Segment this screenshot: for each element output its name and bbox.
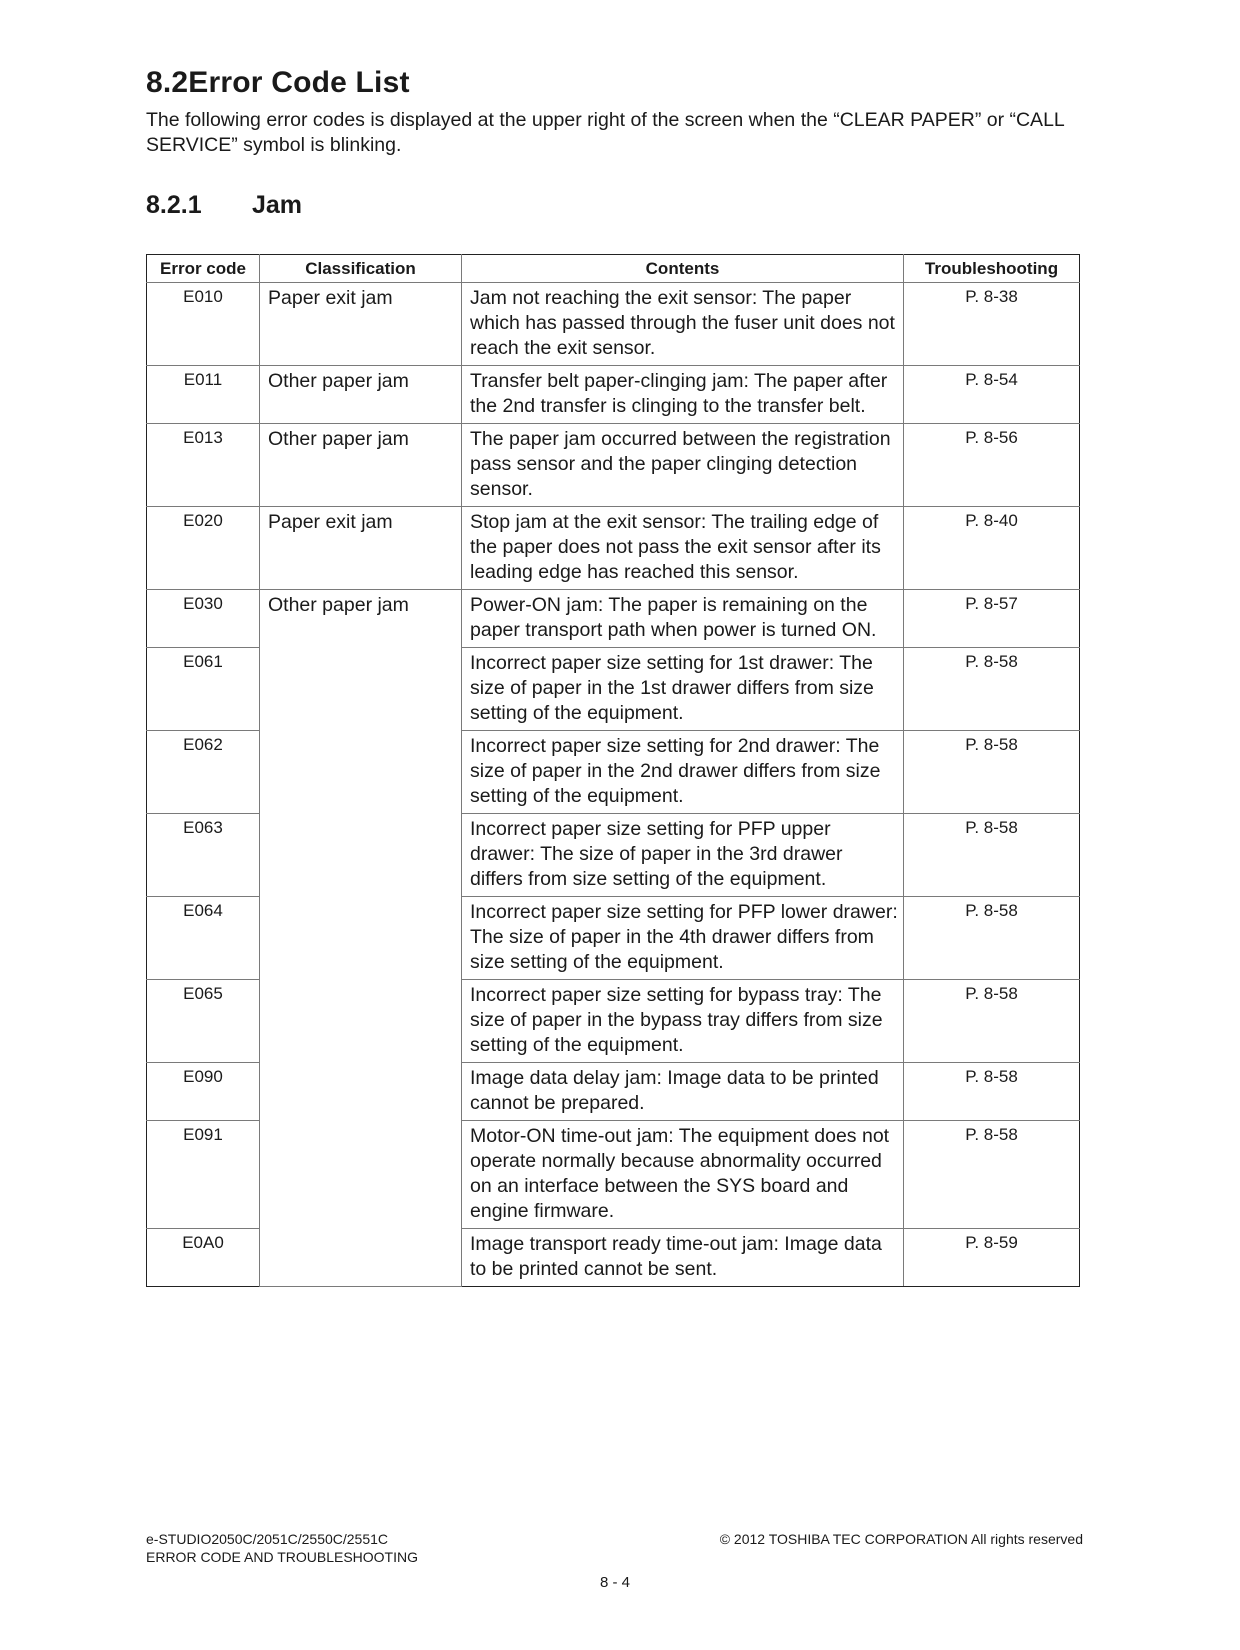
section-title: 8.2Error Code List — [146, 66, 410, 99]
error-code-cell: E030 — [147, 590, 260, 648]
table-row — [147, 424, 1080, 507]
troubleshooting-page-cell: P. 8-58 — [904, 814, 1080, 897]
contents-cell: Transfer belt paper-clinging jam: The paper after the 2nd transfer is clinging to the transfer belt. — [462, 366, 904, 424]
page-number: 8 - 4 — [599, 1574, 630, 1591]
error-code-cell: E011 — [147, 366, 260, 424]
error-code-cell: E0A0 — [147, 1229, 260, 1287]
subsection-title — [146, 191, 302, 220]
subsection-number: 8.2.1 — [146, 191, 202, 219]
contents-cell: Stop jam at the exit sensor: The trailing edge of the paper does not pass the exit sensor after its leading edge has reached this sensor. — [462, 507, 904, 590]
contents-cell: Incorrect paper size setting for 1st drawer: The size of paper in the 1st drawer differs from size setting of the equipment. — [462, 648, 904, 731]
troubleshooting-page-cell: P. 8-58 — [904, 1121, 1080, 1229]
error-code-cell: E013 — [147, 424, 260, 507]
troubleshooting-page-cell: P. 8-54 — [904, 366, 1080, 424]
troubleshooting-page-cell: P. 8-56 — [904, 424, 1080, 507]
error-code-cell: E061 — [147, 648, 260, 731]
troubleshooting-page-cell: P. 8-58 — [904, 731, 1080, 814]
footer-copyright: © 2012 TOSHIBA TEC CORPORATION All rights reserved — [719, 1531, 1083, 1547]
header-classification: Classification — [260, 255, 462, 283]
classification-cell: Other paper jam — [260, 366, 462, 424]
error-code-cell: E090 — [147, 1063, 260, 1121]
error-code-cell: E064 — [147, 897, 260, 980]
intro-paragraph: The following error codes is displayed at the upper right of the screen when the “CLEAR PAPER” or “CALL SERVICE” symbol is blinking. — [146, 109, 1065, 156]
troubleshooting-page-cell: P. 8-38 — [904, 283, 1080, 366]
error-code-cell: E063 — [147, 814, 260, 897]
footer-left — [146, 1530, 418, 1566]
troubleshooting-page-cell: P. 8-57 — [904, 590, 1080, 648]
troubleshooting-page-cell: P. 8-58 — [904, 648, 1080, 731]
header-contents: Contents — [462, 255, 904, 283]
header-troubleshooting: Troubleshooting — [904, 255, 1080, 283]
contents-cell: Incorrect paper size setting for PFP lower drawer: The size of paper in the 4th drawer differs from size setting of the equipment. — [462, 897, 904, 980]
troubleshooting-page-cell: P. 8-58 — [904, 897, 1080, 980]
contents-cell: The paper jam occurred between the registration pass sensor and the paper clinging detection sensor. — [462, 424, 904, 507]
contents-cell: Image transport ready time-out jam: Image data to be printed cannot be sent. — [462, 1229, 904, 1287]
contents-cell: Image data delay jam: Image data to be printed cannot be prepared. — [462, 1063, 904, 1121]
footer-model: e-STUDIO2050C/2051C/2550C/2551C — [146, 1531, 389, 1547]
classification-cell: Paper exit jam — [260, 507, 462, 590]
contents-cell: Power-ON jam: The paper is remaining on the paper transport path when power is turned ON. — [462, 590, 904, 648]
error-code-cell: E065 — [147, 980, 260, 1063]
classification-cell: Other paper jam — [260, 590, 462, 1287]
table-header-row — [147, 255, 1080, 283]
contents-cell: Incorrect paper size setting for 2nd drawer: The size of paper in the 2nd drawer differs from size setting of the equipment. — [462, 731, 904, 814]
contents-cell: Motor-ON time-out jam: The equipment does not operate normally because abnormality occurred on an interface between the SYS board and engine firmware. — [462, 1121, 904, 1229]
error-code-table — [146, 254, 1080, 1287]
table-row — [147, 590, 1080, 648]
footer-chapter: ERROR CODE AND TROUBLESHOOTING — [146, 1549, 419, 1565]
contents-cell: Incorrect paper size setting for PFP upper drawer: The size of paper in the 3rd drawer differs from size setting of the equipment. — [462, 814, 904, 897]
error-code-cell: E010 — [147, 283, 260, 366]
subsection-label: Jam — [252, 191, 303, 219]
classification-cell: Other paper jam — [260, 424, 462, 507]
classification-cell: Paper exit jam — [260, 283, 462, 366]
contents-cell: Jam not reaching the exit sensor: The paper which has passed through the fuser unit does not reach the exit sensor. — [462, 283, 904, 366]
troubleshooting-page-cell: P. 8-58 — [904, 980, 1080, 1063]
troubleshooting-page-cell: P. 8-59 — [904, 1229, 1080, 1287]
troubleshooting-page-cell: P. 8-58 — [904, 1063, 1080, 1121]
table-row — [147, 507, 1080, 590]
table-row — [147, 366, 1080, 424]
troubleshooting-page-cell: P. 8-40 — [904, 507, 1080, 590]
table-row — [147, 283, 1080, 366]
error-code-cell: E020 — [147, 507, 260, 590]
error-code-cell: E062 — [147, 731, 260, 814]
error-code-cell: E091 — [147, 1121, 260, 1229]
contents-cell: Incorrect paper size setting for bypass tray: The size of paper in the bypass tray differs from size setting of the equipment. — [462, 980, 904, 1063]
header-error-code: Error code — [147, 255, 260, 283]
